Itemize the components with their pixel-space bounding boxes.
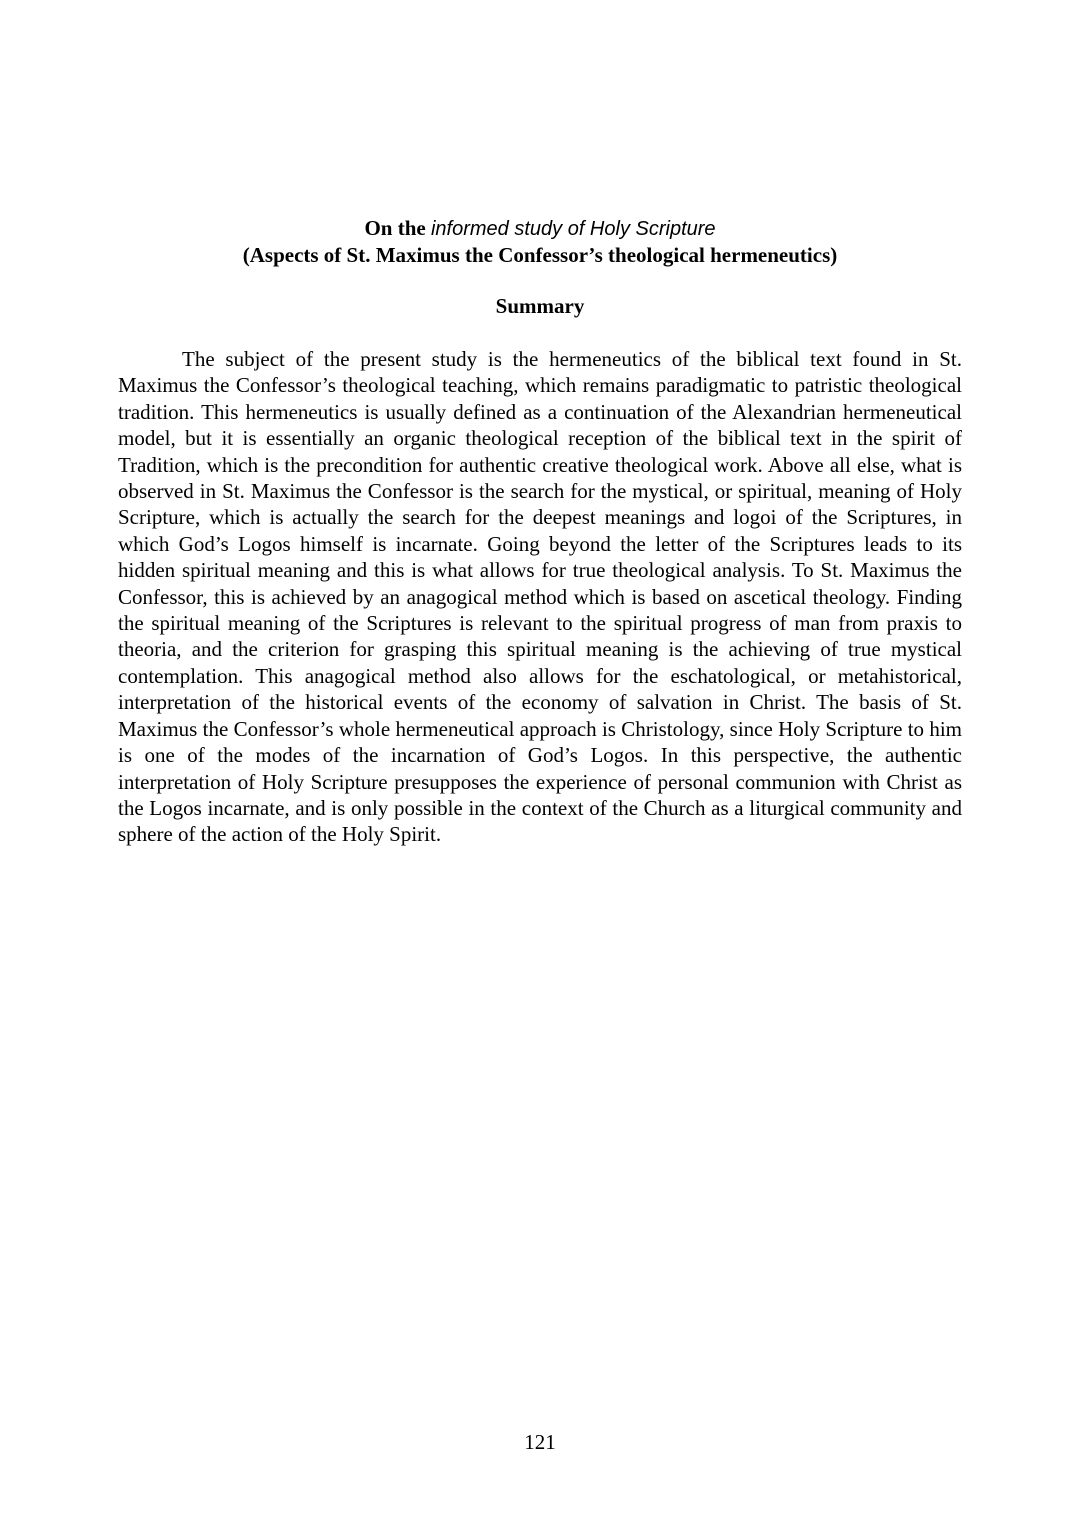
title-line-1 [118,215,962,242]
title-italic-phrase: informed study of Holy Scripture [430,218,716,240]
article-title [118,215,962,268]
title-prefix: On the [364,216,431,240]
page-number: 121 [524,1430,556,1454]
title-line-2: (Aspects of St. Maximus the Confessor’s theological hermeneutics) [242,243,838,267]
summary-heading: Summary [495,294,585,318]
summary-paragraph: The subject of the present study is the hermeneutics of the biblical text found in St. Maximus the Confessor’s theological teaching, which remains paradigmatic to patristic theological tradition. This hermeneutics is usually defined as a continuation of the Alexandrian hermeneutical model, but it is essentially an organic theological reception of the biblical text in the spirit of Tradition, which is the precondition for authentic creative theological work. Above all else, what is observed in St. Maximus the Confessor is the search for the mystical, or spiritual, meaning of Holy Scripture, which is actually the search for the deepest meanings and logoi of the Scriptures, in which God’s Logos himself is incarnate. Going beyond the letter of the Scriptures leads to its hidden spiritual meaning and this is what allows for true theological analysis. To St. Maximus the Confessor, this is achieved by an anagogical method which is based on ascetical theology. Finding the spiritual meaning of the Scriptures is relevant to the spiritual progress of man from praxis to theoria, and the criterion for grasping this spiritual meaning is the achieving of true mystical contemplation. This anagogical method also allows for the eschatological, or metahistorical, interpretation of the historical events of the economy of salvation in Christ. The basis of St. Maximus the Confessor’s whole hermeneutical approach is Christology, since Holy Scripture to him is one of the modes of the incarnation of God’s Logos. In this perspective, the authentic interpretation of Holy Scripture presupposes the experience of personal communion with Christ as the Logos incarnate, and is only possible in the context of the Church as a liturgical community and sphere of the action of the Holy Spirit. [118,347,962,847]
